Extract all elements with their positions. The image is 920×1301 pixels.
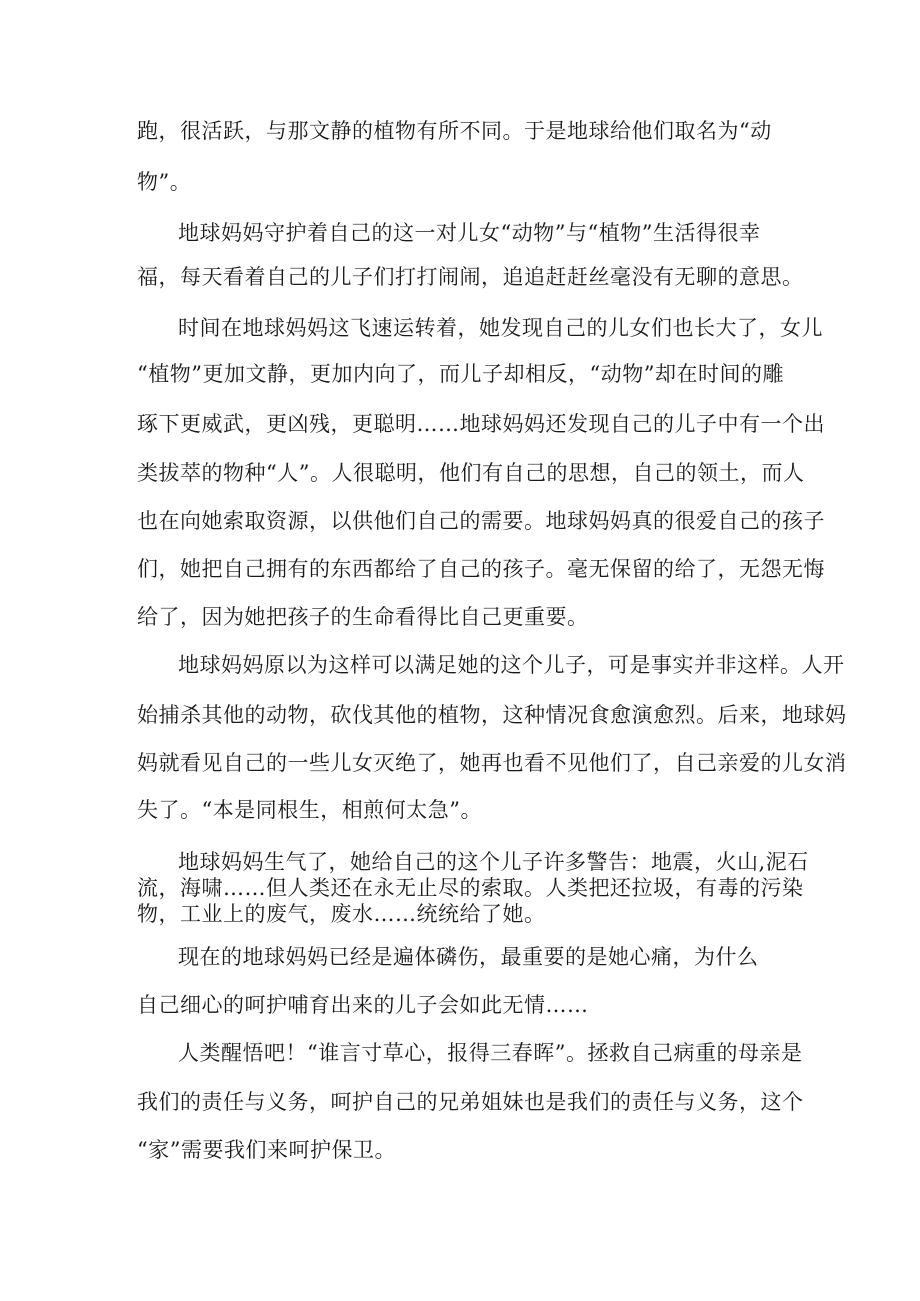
text-line-21: 人类醒悟吧！“谁言寸草心，报得三春晖”。拯救自己病重的母亲是 bbox=[178, 1041, 803, 1065]
text-line-20: 自己细心的呵护哺育出来的儿子会如此无情…… bbox=[137, 993, 589, 1017]
text-line-22: 我们的责任与义务，呵护自己的兄弟姐妹也是我们的责任与义务，这个 bbox=[137, 1090, 804, 1114]
text-line-17: 流，海啸……但人类还在永无止尽的索取。人类把还拉圾，有毒的污染 bbox=[137, 876, 804, 900]
text-line-7: 琢下更威武，更凶残，更聪明……地球妈妈还发现自己的儿子中有一个出 bbox=[137, 412, 825, 436]
text-line-14: 妈就看见自己的一些儿女灭绝了，她再也看不见他们了，自己亲爱的儿女消 bbox=[137, 751, 847, 775]
text-line-4: 福，每天看着自己的儿子们打打闹闹，追追赶赶丝毫没有无聊的意思。 bbox=[137, 265, 804, 289]
text-line-8: 类拔萃的物种“人”。人很聪明，他们有自己的思想，自己的领土，而人 bbox=[137, 461, 805, 485]
text-line-19: 现在的地球妈妈已经是遍体磷伤，最重要的是她心痛，为什么 bbox=[178, 945, 759, 969]
text-line-9: 也在向她索取资源，以供他们自己的需要。地球妈妈真的很爱自己的孩子 bbox=[137, 509, 825, 533]
text-line-11: 给了，因为她把孩子的生命看得比自己更重要。 bbox=[137, 605, 589, 629]
text-line-3: 地球妈妈守护着自己的这一对儿女“动物”与“植物”生活得很幸 bbox=[178, 221, 761, 245]
text-line-1: 跑，很活跃，与那文静的植物有所不同。于是地球给他们取名为“动 bbox=[137, 119, 772, 143]
text-line-2: 物”。 bbox=[137, 170, 192, 194]
text-line-16: 地球妈妈生气了，她给自己的这个儿子许多警告：地震，火山,泥石 bbox=[178, 850, 809, 874]
text-line-5: 时间在地球妈妈这飞速运转着，她发现自己的儿女们也长大了，女儿 bbox=[178, 316, 823, 340]
text-line-6: “植物”更加文静，更加内向了，而儿子却相反，“动物”却在时间的雕 bbox=[137, 362, 784, 386]
text-line-10: 们，她把自己拥有的东西都给了自己的孩子。毫无保留的给了，无怨无悔 bbox=[137, 557, 825, 581]
text-line-23: “家”需要我们来呵护保卫。 bbox=[137, 1138, 396, 1162]
text-line-13: 始捕杀其他的动物，砍伐其他的植物，这种情况食愈演愈烈。后来，地球妈 bbox=[137, 703, 847, 727]
text-line-15: 失了。“本是同根生，相煎何太急”。 bbox=[137, 798, 482, 822]
text-line-12: 地球妈妈原以为这样可以满足她的这个儿子，可是事实并非这样。人开 bbox=[178, 653, 845, 677]
text-line-18: 物，工业上的废气，废水……统统给了她。 bbox=[137, 902, 546, 926]
